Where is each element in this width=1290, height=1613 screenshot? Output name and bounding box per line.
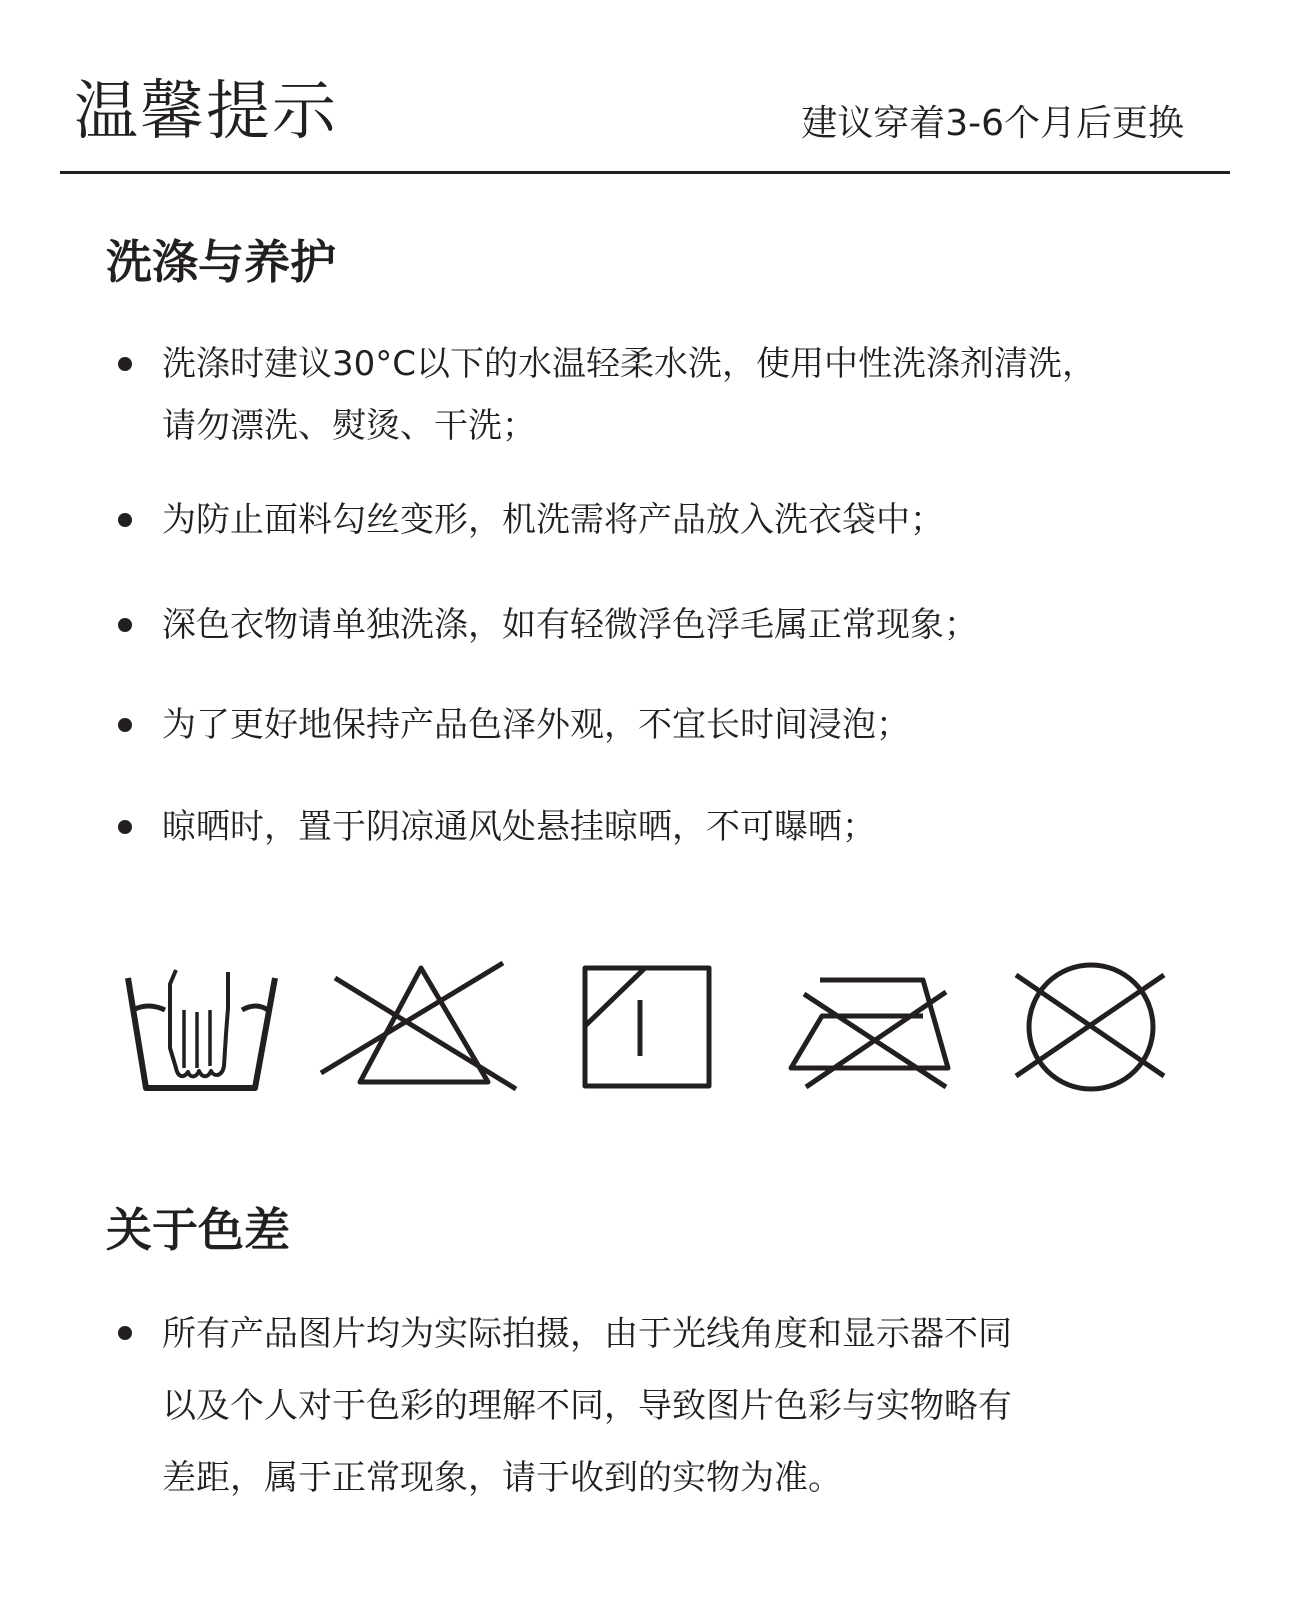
no-dry-clean-icon [1016,965,1164,1089]
hand-wash-icon [128,970,275,1088]
bullet-dot [118,1326,132,1340]
bullet-dot [118,718,132,732]
replacement-note: 建议穿着3-6个月后更换 [801,103,1184,144]
bullet-dot [118,820,132,834]
color-difference-line-2: 以及个人对于色彩的理解不同，导致图片色彩与实物略有 [162,1386,1012,1426]
color-difference-line-3: 差距，属于正常现象，请于收到的实物为准。 [162,1458,842,1498]
bullet-dot [118,357,132,371]
care-item-1-line-2: 请勿漂洗、熨烫、干洗； [162,406,536,446]
care-item-5: 晾晒时，置于阴凉通风处悬挂晾晒，不可曝晒； [162,807,876,847]
care-item-4: 为了更好地保持产品色泽外观，不宜长时间浸泡； [162,705,910,745]
page-title: 温馨提示 [74,75,338,149]
no-iron-icon [791,980,948,1087]
tumble-dry-icon [585,968,709,1086]
care-item-3: 深色衣物请单独洗涤，如有轻微浮色浮毛属正常现象； [162,605,978,645]
care-symbols-row [0,950,1290,1100]
care-section-title: 洗涤与养护 [106,235,336,289]
bullet-dot [118,618,132,632]
no-bleach-icon [321,963,516,1089]
bullet-dot [118,513,132,527]
header-divider [60,171,1230,174]
care-item-1-line-1: 洗涤时建议30°C以下的水温轻柔水洗，使用中性洗涤剂清洗， [162,344,1097,384]
color-difference-title: 关于色差 [106,1203,290,1257]
care-item-2: 为防止面料勾丝变形，机洗需将产品放入洗衣袋中； [162,500,944,540]
color-difference-line-1: 所有产品图片均为实际拍摄，由于光线角度和显示器不同 [162,1314,1012,1354]
